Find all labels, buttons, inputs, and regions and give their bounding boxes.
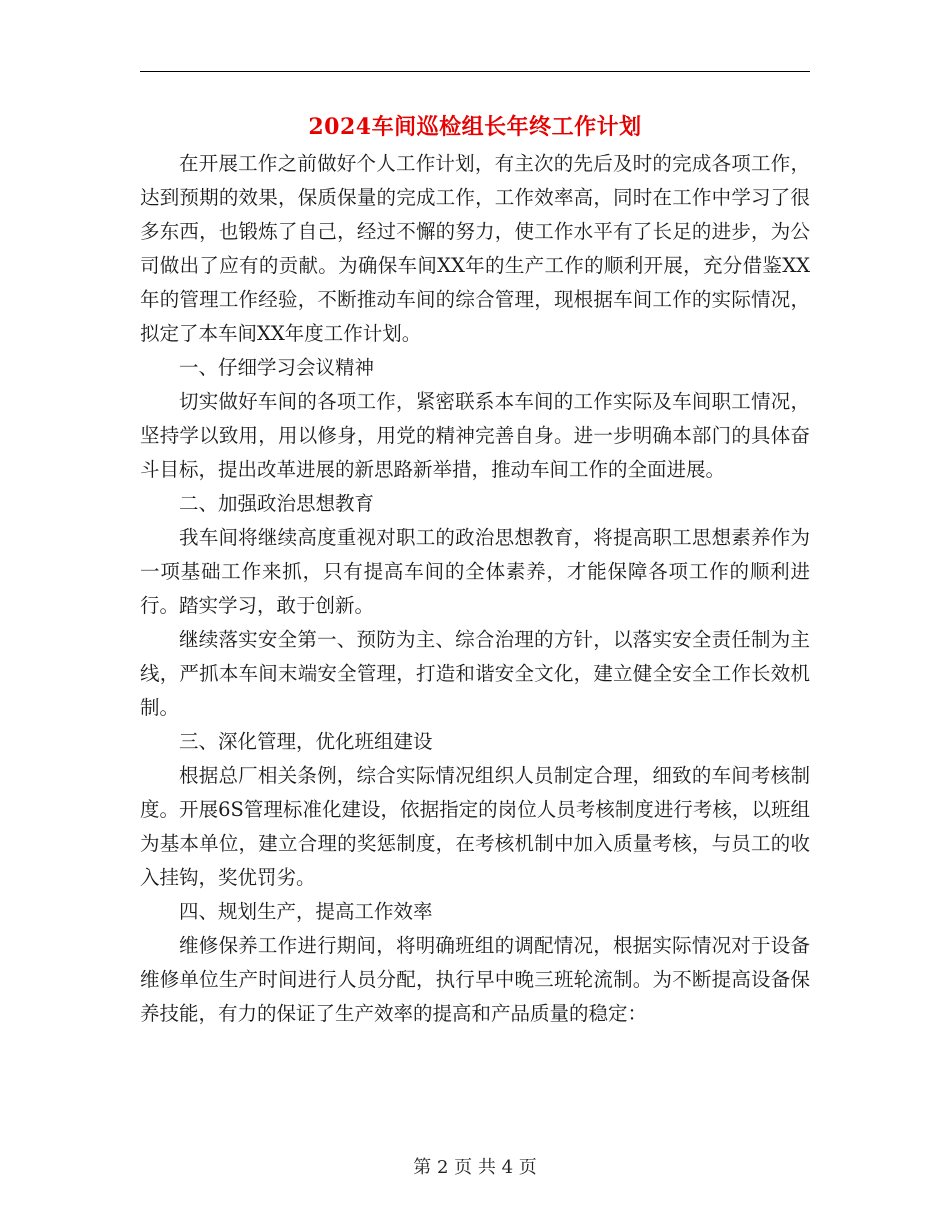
paragraph-section-3: 根据总厂相关条例，综合实际情况组织人员制定合理，细致的车间考核制度。开展6S管理标准化建设，依据指定的岗位人员考核制度进行考核，以班组为基本单位，建立合理的奖惩制度，在考核机制中加入质量考核，与员工的收入挂钩，奖优罚劣。 [140, 764, 810, 889]
header-rule [140, 71, 810, 72]
section-heading-1: 一、仔细学习会议精神 [179, 356, 375, 379]
document-title: 2024车间巡检组长年终工作计划 [308, 114, 642, 140]
paragraph-section-1: 切实做好车间的各项工作，紧密联系本车间的工作实际及车间职工情况，坚持学以致用，用以修身，用党的精神完善自身。进一步明确本部门的具体奋斗目标，提出改革进展的新思路新举措，推动车间工作的全面进展。 [140, 390, 810, 481]
paragraph-section-2a: 我车间将继续高度重视对职工的政治思想教育，将提高职工思想素养作为一项基础工作来抓，只有提高车间的全体素养，才能保障各项工作的顺利进行。踏实学习，敢于创新。 [140, 526, 810, 617]
paragraph-section-4: 维修保养工作进行期间，将明确班组的调配情况，根据实际情况对于设备维修单位生产时间进行人员分配，执行早中晚三班轮流制。为不断提高设备保养技能，有力的保证了生产效率的提高和产品质量的稳定： [140, 934, 810, 1025]
page-footer: 第 2 页 共 4 页 [413, 1157, 537, 1178]
section-heading-4: 四、规划生产，提高工作效率 [179, 900, 433, 923]
paragraph-section-2b: 继续落实安全第一、预防为主、综合治理的方针，以落实安全责任制为主线，严抓本车间末端安全管理，打造和谐安全文化，建立健全安全工作长效机制。 [140, 628, 810, 719]
section-heading-3: 三、深化管理，优化班组建设 [179, 730, 433, 753]
paragraph-intro: 在开展工作之前做好个人工作计划，有主次的先后及时的完成各项工作，达到预期的效果，保质保量的完成工作，工作效率高，同时在工作中学习了很多东西，也锻炼了自己，经过不懈的努力，使工作水平有了长足的进步，为公司做出了应有的贡献。为确保车间XX年的生产工作的顺利开展，充分借鉴XX年的管理工作经验，不断推动车间的综合管理，现根据车间工作的实际情况，拟定了本车间XX年度工作计划。 [140, 152, 810, 345]
section-heading-2: 二、加强政治思想教育 [179, 492, 375, 515]
document-body [140, 147, 810, 1031]
